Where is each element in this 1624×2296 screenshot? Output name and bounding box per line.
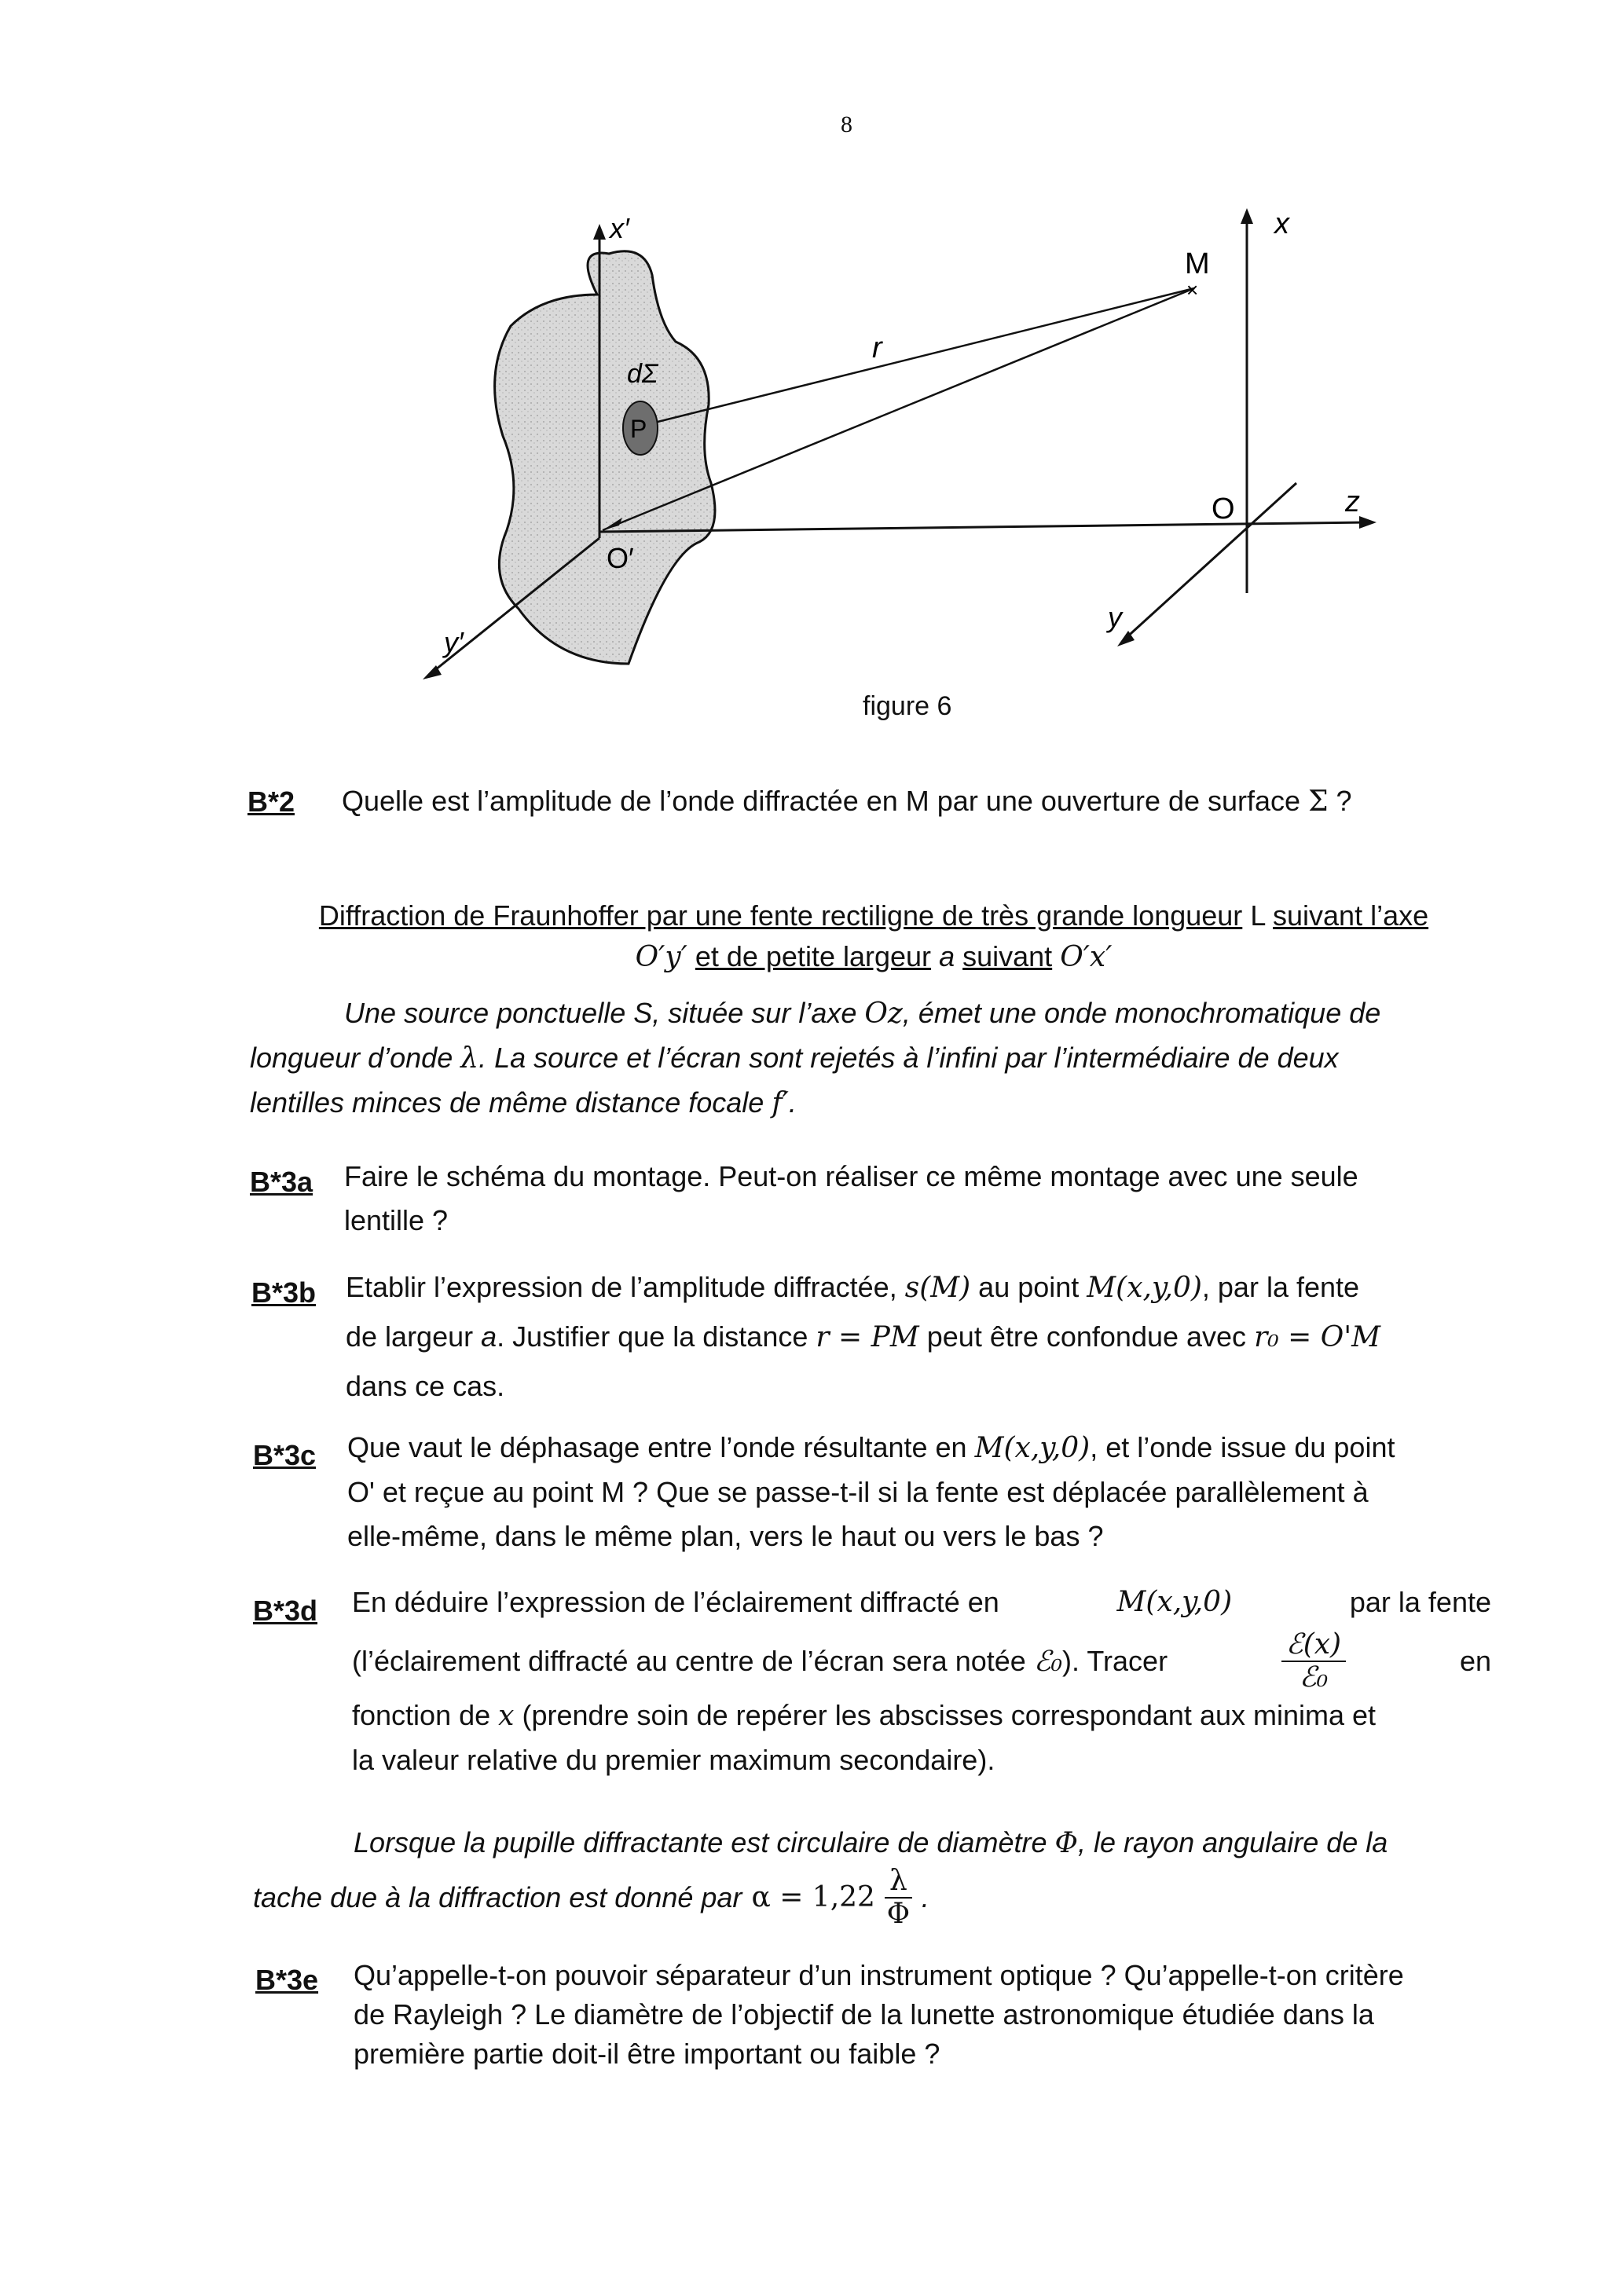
fraction-E-over-E0 <box>1281 1629 1346 1694</box>
section-title-part2: suivant l’axe <box>1273 899 1429 932</box>
symbol-f-prime: f′ <box>772 1087 789 1119</box>
fraction-lambda-over-phi <box>885 1866 912 1930</box>
axis-Oz: Oz <box>864 998 903 1030</box>
label-dSigma: dΣ <box>627 359 658 389</box>
question-b3e <box>354 1956 1501 2074</box>
x-prime-arrowhead <box>593 224 606 240</box>
question-b3c-l3: elle-même, dans le même plan, vers le haut ou vers le bas ? <box>347 1520 1104 1552</box>
question-b3d-l2a: (l’éclairement diffracté au centre de l’écran sera notée <box>352 1644 1026 1677</box>
symbol-lambda: λ <box>460 1042 479 1075</box>
question-label-b3b: B*3b <box>251 1276 317 1309</box>
label-x: x <box>1274 207 1289 240</box>
distance-r: r = PM <box>816 1321 919 1353</box>
question-b3a <box>344 1155 1491 1243</box>
question-b2 <box>342 779 1536 824</box>
aperture-surface <box>495 251 715 664</box>
alpha-formula: α = 1,22 <box>751 1881 875 1913</box>
question-b3b-l2b: . Justifier que la distance <box>497 1320 808 1353</box>
intro-l2b: . La source et l’écran sont rejetés à l’infini par l’intermédiaire de deux <box>478 1042 1339 1074</box>
symbol-sigma: Σ <box>1308 785 1329 818</box>
question-label-b3a: B*3a <box>250 1166 313 1198</box>
question-b3b-l2a: de largeur <box>346 1320 474 1353</box>
section-title-part3: et de petite largeur <box>695 940 932 972</box>
intro-l1a: Une source ponctuelle S, située sur l’axe <box>344 997 857 1029</box>
point-M-cross: × <box>1186 278 1199 302</box>
intro-l3a: lentilles minces de même distance focale <box>250 1086 764 1119</box>
figure-diffraction-geometry <box>416 200 1438 703</box>
question-b3d-l2b: ). Tracer <box>1062 1644 1168 1677</box>
intro-paragraph <box>250 991 1476 1126</box>
section-title <box>261 895 1487 978</box>
fraction-denominator-phi: Φ <box>886 1898 911 1930</box>
question-b3e-line1: Qu’appelle-t-on pouvoir séparateur d’un instrument optique ? Qu’appelle-t-on critère <box>354 1959 1404 1991</box>
figure-caption: figure 6 <box>863 691 952 721</box>
question-b3d-l1a: En déduire l’expression de l’éclairement diffracté en <box>352 1586 999 1618</box>
question-b3d-l1b: par la fente <box>1349 1586 1491 1618</box>
question-b3b-l3: dans ce cas. <box>346 1370 505 1402</box>
label-O-prime-text: O′ <box>607 542 634 574</box>
question-b3b-l1c: , par la fente <box>1201 1271 1360 1303</box>
section-title-part4: suivant <box>962 940 1053 972</box>
point-M-coords-b3d: M(x,y,0) <box>1116 1586 1233 1618</box>
symbol-phi: Φ <box>1054 1827 1079 1859</box>
question-b3c-l2: O' et reçue au point M ? Que se passe-t-il si la fente est déplacée parallèlement à <box>347 1476 1369 1508</box>
point-M-coords: M(x,y,0) <box>1087 1272 1202 1304</box>
illuminance-E0: ℰ₀ <box>1033 1645 1063 1678</box>
question-b3d <box>352 1580 1491 1782</box>
question-b3b-l1b: au point <box>978 1271 1080 1303</box>
question-b3a-line2: lentille ? <box>344 1204 449 1236</box>
circular-l1b: , le rayon angulaire de la <box>1078 1826 1388 1858</box>
question-b3c-l1a: Que vaut le déphasage entre l’onde résultante en <box>347 1431 967 1463</box>
y-axis <box>1124 483 1296 640</box>
ray-r <box>632 288 1194 428</box>
circular-pupil-paragraph <box>253 1821 1494 1930</box>
section-title-a: a <box>939 940 955 972</box>
question-b3a-line1: Faire le schéma du montage. Peut-on réaliser ce même montage avec une seule <box>344 1160 1358 1192</box>
question-label-b2: B*2 <box>247 785 295 818</box>
var-a: a <box>481 1320 497 1353</box>
fraction-denominator-E0: ℰ₀ <box>1299 1661 1329 1694</box>
page-number: 8 <box>841 112 852 137</box>
question-b3b <box>346 1263 1493 1411</box>
question-b3b-l2c: peut être confondue avec <box>926 1320 1247 1353</box>
question-b3d-l2c: en <box>1459 1645 1491 1677</box>
question-b3c-l1b: , et l’onde issue du point <box>1090 1431 1395 1463</box>
question-label-b3c: B*3c <box>253 1439 317 1471</box>
circular-l2b: . <box>921 1881 929 1913</box>
question-label-b3d: B*3d <box>253 1595 318 1627</box>
question-b3e-line3: première partie doit-il être important ou faible ? <box>354 2038 940 2070</box>
label-O: O <box>1212 493 1235 525</box>
question-b2-text: Quelle est l’amplitude de l’onde diffractée en M par une ouverture de surface <box>342 785 1301 817</box>
question-b3e-line2: de Rayleigh ? Le diamètre de l’objectif de la lunette astronomique étudiée dans la <box>354 1998 1374 2031</box>
x-arrowhead <box>1241 208 1253 224</box>
axis-O-prime-x-prime: O′x′ <box>1060 941 1113 973</box>
point-M-coords-b3c: M(x,y,0) <box>974 1432 1091 1464</box>
intro-l3b: . <box>788 1086 797 1119</box>
label-P: P <box>630 415 647 443</box>
amplitude-s-M: s(M) <box>904 1272 971 1304</box>
question-label-b3e: B*3e <box>255 1964 319 1996</box>
question-b3b-l1a: Etablir l’expression de l’amplitude diffractée, <box>346 1271 897 1303</box>
question-b3d-l4: la valeur relative du premier maximum secondaire). <box>352 1744 995 1776</box>
intro-l2a: longueur d’onde <box>250 1042 453 1074</box>
fraction-numerator-lambda: λ <box>885 1866 912 1899</box>
fraction-numerator-Ex: ℰ(x) <box>1281 1629 1346 1662</box>
section-title-part1: Diffraction de Fraunhoffer par une fente rectiligne de très grande longueur <box>318 899 1243 932</box>
intro-l1b: , émet une onde monochromatique de <box>902 997 1381 1029</box>
z-arrowhead <box>1359 516 1377 529</box>
label-y: y <box>1108 601 1122 633</box>
circular-l2a: tache due à la diffraction est donné par <box>253 1881 742 1913</box>
var-x: x <box>498 1700 515 1732</box>
circular-l1a: Lorsque la pupille diffractante est circulaire de diamètre <box>354 1826 1047 1858</box>
label-z: z <box>1345 485 1360 518</box>
label-y-prime: y′ <box>444 626 464 658</box>
axis-O-prime-y-prime: O′y′ <box>635 941 687 973</box>
label-M: M <box>1185 247 1210 280</box>
distance-r0: r₀ = O'M <box>1254 1321 1381 1353</box>
question-b3d-l3a: fonction de <box>352 1699 491 1731</box>
label-r: r <box>872 331 882 364</box>
section-title-L: L <box>1250 899 1265 932</box>
question-b2-end: ? <box>1336 785 1352 817</box>
question-b3c <box>347 1426 1494 1558</box>
question-b3d-l3b: (prendre soin de repérer les abscisses correspondant aux minima et <box>522 1699 1377 1731</box>
label-x-prime: x′ <box>610 212 629 244</box>
